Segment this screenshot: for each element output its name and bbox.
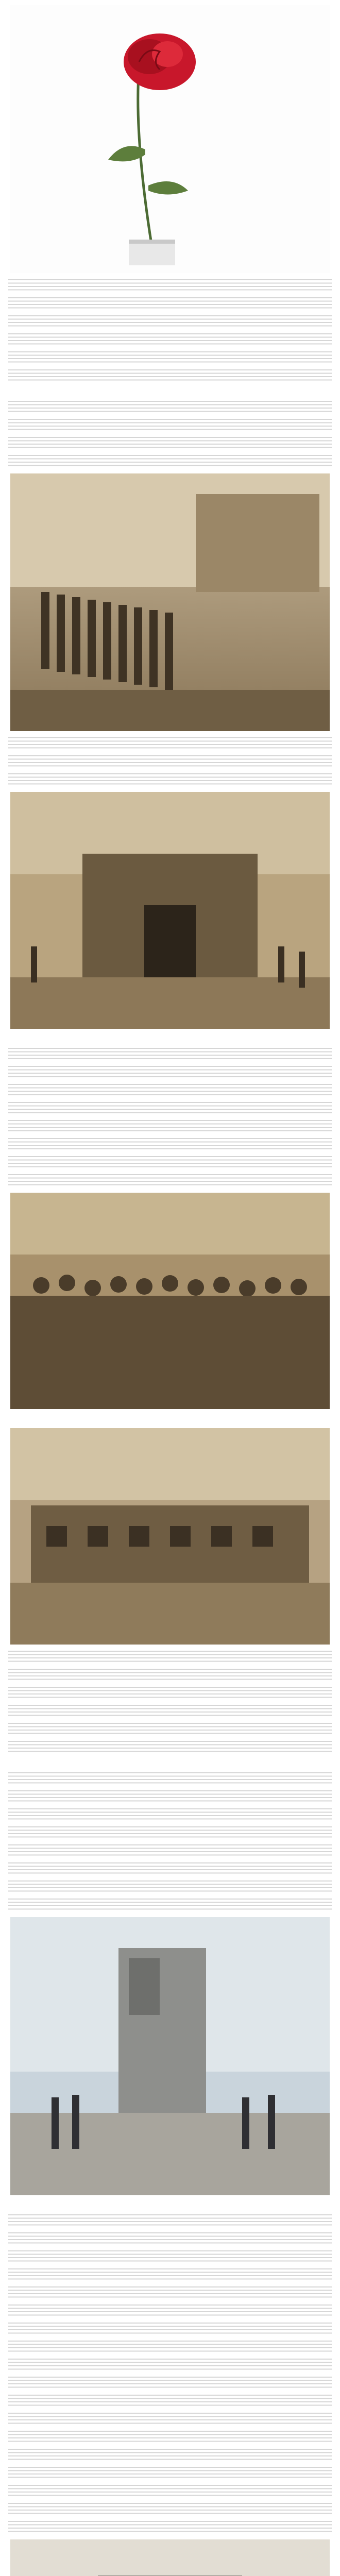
article-page [0, 5, 340, 2576]
prisoners-crowd-photo [10, 1193, 330, 1409]
intro-text [0, 279, 340, 383]
prisoners-text [0, 1772, 340, 1912]
memorial-photo [10, 1917, 330, 2195]
rose-photo [10, 5, 330, 273]
buchenwald-text [0, 401, 340, 468]
mauthausen-heading [0, 1035, 340, 1042]
stalag-text [0, 1651, 340, 1754]
camp-text [0, 737, 340, 787]
stalag-photo [10, 1428, 330, 1645]
prisoners-heading [0, 1759, 340, 1766]
stalag-caption [8, 1415, 332, 1422]
mauthausen-text [0, 1048, 340, 1188]
wreath-photo [10, 2539, 330, 2576]
camp-gate-photo [10, 792, 330, 1029]
after-memorial-text [0, 2214, 340, 2534]
soldiers-march-photo [10, 473, 330, 731]
memorial-caption [8, 2201, 332, 2208]
buchenwald-heading [0, 388, 340, 395]
